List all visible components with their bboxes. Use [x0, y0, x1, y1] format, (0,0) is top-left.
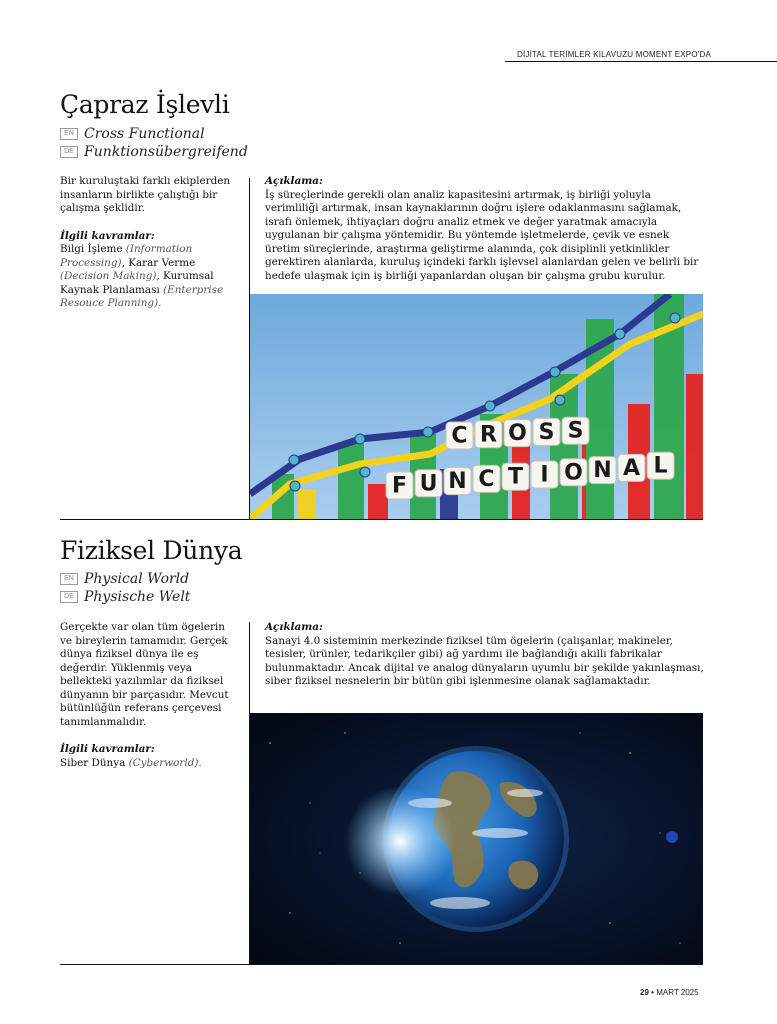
letter-tile-text: F	[391, 473, 408, 499]
letter-tile-text: L	[653, 453, 668, 479]
explanation-heading: Açıklama:	[265, 621, 323, 633]
related-heading: İlgili kavramlar:	[60, 229, 155, 242]
explanation-column	[265, 175, 705, 283]
earth-image	[250, 713, 703, 964]
letter-tile-text: S	[538, 419, 555, 445]
definition-column	[60, 175, 240, 311]
letter-tile-text: S	[567, 418, 584, 444]
section-divider	[60, 519, 703, 520]
german-term: Physische Welt	[84, 589, 191, 605]
letter-tile-text: N	[448, 469, 467, 495]
running-header: DİJİTAL TERİMLER KILAVUZU MOMENT EXPO'DA	[517, 50, 712, 59]
sun-flare	[345, 786, 455, 896]
related-translation: (Information Processing)	[60, 243, 193, 269]
related-sep: .	[198, 756, 202, 769]
english-translation	[60, 571, 189, 587]
related-translation: (Enterprise Resouce Planning)	[60, 283, 224, 309]
explanation-text: İş süreçlerinde gerekli olan analiz kapasitesini artırmak, iş birliği yoluyla verimliliği artırmak, insan kaynaklarının doğru işlere odaklanmasını sağlamak, israfı önlemek, ihtiyaçları doğru analiz etmek ve değer yaratmak amacıyla uygulanan bir çalışma yöntemidir. Bu yöntemde işletmelerde, çevik ve esnek üretim süreçlerinde, araştırma geliştirme alanında, çok disiplinli yetkinlikler gerektiren alanlarda, kuruluş içindeki farklı işlevsel alanlardan gelen ve belirli bir hedefe ulaşmak için iş birliği yapanlardan oluşan bir çalışma grubu kurulur.	[265, 188, 699, 282]
english-term: Physical World	[84, 571, 190, 587]
letter-tile-text: C	[478, 466, 495, 492]
related-term: Bilgi İşleme	[60, 243, 123, 255]
letter-tile-text: C	[451, 423, 468, 449]
letter-tile-text: A	[622, 455, 641, 481]
related-sep: ,	[156, 270, 164, 282]
entry-title: Fiziksel Dünya	[60, 536, 243, 565]
section-divider	[60, 964, 703, 965]
related-term: Kurumsal Kaynak Planlaması	[60, 270, 214, 296]
letter-tile-text: N	[593, 458, 612, 484]
lang-code-en: EN	[60, 573, 78, 585]
lang-code-de: DE	[60, 146, 78, 158]
lang-code-de: DE	[60, 591, 78, 603]
dice-word-top	[446, 417, 589, 449]
related-sep: .	[158, 297, 162, 309]
related-sep: ,	[121, 256, 129, 269]
cross-functional-illustration	[250, 294, 703, 519]
english-translation	[60, 126, 205, 142]
related-list	[60, 757, 240, 771]
earth-illustration	[250, 713, 703, 964]
letter-tile-text: O	[508, 421, 527, 447]
letter-tile-text: O	[564, 460, 583, 486]
footer-bullet: •	[651, 988, 654, 997]
german-translation	[60, 589, 190, 605]
german-translation	[60, 144, 248, 160]
related-heading: İlgili kavramlar:	[60, 743, 155, 755]
english-term: Cross Functional	[84, 126, 205, 142]
explanation-heading: Açıklama:	[265, 175, 323, 187]
definition-text: Bir kuruluştaki farklı ekiplerden insanların birlikte çalıştığı bir çalışma şeklidir.	[60, 175, 231, 214]
page-number: 29	[640, 988, 649, 997]
letter-tile-text: I	[540, 462, 549, 488]
related-translation: (Cyberworld)	[128, 756, 199, 769]
header-rule	[505, 61, 777, 62]
letter-tile-text: R	[480, 422, 497, 448]
related-list	[60, 243, 240, 311]
related-term: Siber Dünya	[60, 756, 126, 769]
explanation-text: Sanayi 4.0 sisteminin merkezinde fiziksel tüm ögelerin (çalışanlar, makineler, tesisler, ürünler, tedarikçiler gibi) ağ yardımı ile bağlandığı akıllı fabrikalar bulunmaktadır. Ancak dijital ve analog dünyaların uyumlu bir şekilde yakınlaşması, siber fiziksel nesnelerin bir bütün gibi işlenmesine olanak sağlamaktadır.	[265, 634, 704, 687]
entry-title: Çapraz İşlevli	[60, 90, 230, 119]
definition-text: Gerçekte var olan tüm ögelerin ve bireylerin tamamıdır. Gerçek dünya fiziksel dünya ile eş değerdir. Yüklenmiş veya bellekteki yazılımlar da fiziksel dünyanın bir parçasıdır. Mevcut bütünlüğün referans çerçevesi tanımlanmalıdır.	[60, 621, 229, 728]
related-translation: (Decision Making)	[60, 270, 157, 282]
german-term: Funktionsübergreifend	[84, 144, 248, 160]
cross-functional-image	[250, 294, 703, 519]
issue-date: MART 2025	[656, 988, 699, 997]
related-term: Karar Verme	[128, 256, 196, 269]
letter-tile-text: T	[507, 464, 524, 490]
letter-tile-text: U	[419, 471, 438, 497]
lang-code-en: EN	[60, 128, 78, 140]
definition-column	[60, 621, 240, 770]
explanation-column	[265, 621, 705, 689]
page-footer	[640, 988, 699, 997]
